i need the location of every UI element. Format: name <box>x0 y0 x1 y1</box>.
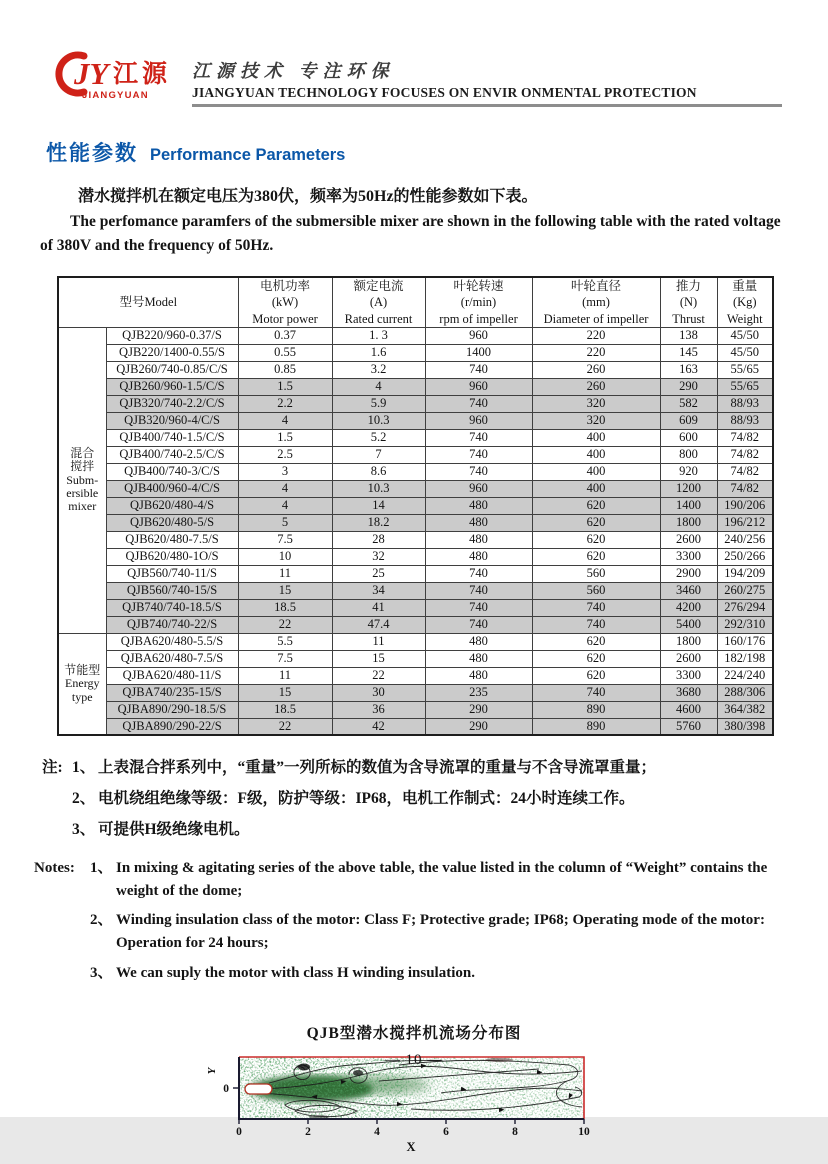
cell-weight: 88/93 <box>717 412 773 429</box>
tagline-chinese: 江源技术 专注环保 <box>192 61 395 81</box>
cell-power: 2.2 <box>238 395 332 412</box>
cell-thrust: 800 <box>660 446 717 463</box>
cell-model: QJB320/960-4/C/S <box>106 412 238 429</box>
cell-speed: 740 <box>425 395 532 412</box>
cell-thrust: 3300 <box>660 548 717 565</box>
cell-thrust: 138 <box>660 327 717 344</box>
cell-power: 18.5 <box>238 701 332 718</box>
table-row <box>58 616 773 633</box>
cell-speed: 480 <box>425 514 532 531</box>
table-row <box>58 514 773 531</box>
cell-weight: 276/294 <box>717 599 773 616</box>
cell-thrust: 145 <box>660 344 717 361</box>
cell-weight: 74/82 <box>717 429 773 446</box>
cell-power: 4 <box>238 480 332 497</box>
row-group-label: 混合 搅拌 Subm- ersible mixer <box>58 327 106 633</box>
cell-current: 1.6 <box>332 344 425 361</box>
cell-weight: 194/209 <box>717 565 773 582</box>
cell-current: 11 <box>332 633 425 650</box>
cell-thrust: 1400 <box>660 497 717 514</box>
cell-current: 8.6 <box>332 463 425 480</box>
cell-model: QJBA620/480-11/S <box>106 667 238 684</box>
cell-model: QJB400/740-2.5/C/S <box>106 446 238 463</box>
cell-weight: 45/50 <box>717 344 773 361</box>
cell-thrust: 920 <box>660 463 717 480</box>
cell-weight: 55/65 <box>717 361 773 378</box>
cell-current: 4 <box>332 378 425 395</box>
cell-weight: 288/306 <box>717 684 773 701</box>
col-header-speed: 叶轮转速 (r/min) rpm of impeller <box>425 277 532 327</box>
col-header-thrust: 推力 (N) Thrust <box>660 277 717 327</box>
cell-weight: 74/82 <box>717 480 773 497</box>
cell-current: 47.4 <box>332 616 425 633</box>
cell-power: 1.5 <box>238 429 332 446</box>
cell-power: 7.5 <box>238 650 332 667</box>
cell-speed: 960 <box>425 378 532 395</box>
table-row <box>58 361 773 378</box>
cell-diameter: 560 <box>532 565 660 582</box>
table-row <box>58 429 773 446</box>
cell-diameter: 260 <box>532 378 660 395</box>
cell-diameter: 400 <box>532 463 660 480</box>
cell-model: QJB400/740-3/C/S <box>106 463 238 480</box>
cell-diameter: 890 <box>532 701 660 718</box>
cell-thrust: 2900 <box>660 565 717 582</box>
cell-diameter: 320 <box>532 395 660 412</box>
cell-power: 1.5 <box>238 378 332 395</box>
cell-speed: 480 <box>425 497 532 514</box>
table-row <box>58 633 773 650</box>
table-row <box>58 327 773 344</box>
cell-speed: 960 <box>425 327 532 344</box>
cell-weight: 380/398 <box>717 718 773 735</box>
cell-thrust: 163 <box>660 361 717 378</box>
tagline-english: JIANGYUAN TECHNOLOGY FOCUSES ON ENVIR ONMENTAL PROTECTION <box>192 85 697 100</box>
x-axis-label: X <box>406 1139 416 1154</box>
table-row <box>58 667 773 684</box>
cell-power: 15 <box>238 582 332 599</box>
table-row <box>58 446 773 463</box>
table-row <box>58 650 773 667</box>
cell-model: QJB260/960-1.5/C/S <box>106 378 238 395</box>
cell-speed: 235 <box>425 684 532 701</box>
table-row <box>58 548 773 565</box>
cell-power: 10 <box>238 548 332 565</box>
cell-model: QJBA740/235-15/S <box>106 684 238 701</box>
cell-diameter: 890 <box>532 718 660 735</box>
figure-title: QJB型潜水搅拌机流场分布图 <box>306 1024 522 1042</box>
cell-power: 18.5 <box>238 599 332 616</box>
cell-current: 34 <box>332 582 425 599</box>
col-header-weight: 重量 (Kg) Weight <box>717 277 773 327</box>
cell-weight: 240/256 <box>717 531 773 548</box>
col-header-model: 型号Model <box>58 277 238 327</box>
svg-text:6: 6 <box>443 1125 449 1138</box>
cell-power: 5 <box>238 514 332 531</box>
cell-diameter: 620 <box>532 497 660 514</box>
cell-thrust: 1800 <box>660 514 717 531</box>
cell-current: 3.2 <box>332 361 425 378</box>
cell-thrust: 5760 <box>660 718 717 735</box>
cell-weight: 292/310 <box>717 616 773 633</box>
jiangyuan-logo-icon <box>50 46 178 102</box>
cell-weight: 182/198 <box>717 650 773 667</box>
cell-model: QJB220/960-0.37/S <box>106 327 238 344</box>
cell-speed: 480 <box>425 531 532 548</box>
cell-weight: 224/240 <box>717 667 773 684</box>
cell-current: 10.3 <box>332 480 425 497</box>
cell-power: 22 <box>238 616 332 633</box>
cell-power: 22 <box>238 718 332 735</box>
cell-current: 7 <box>332 446 425 463</box>
section-title-english: Performance Parameters <box>150 146 346 164</box>
cell-model: QJB400/960-4/C/S <box>106 480 238 497</box>
svg-text:4: 4 <box>374 1125 380 1138</box>
x-tick-labels <box>236 1126 590 1138</box>
cell-diameter: 220 <box>532 344 660 361</box>
cell-current: 28 <box>332 531 425 548</box>
cell-weight: 160/176 <box>717 633 773 650</box>
cell-diameter: 620 <box>532 548 660 565</box>
cell-diameter: 620 <box>532 667 660 684</box>
cell-power: 4 <box>238 497 332 514</box>
note-cn-2: 2、 电机绕组绝缘等级：F级，防护等级：IP68，电机工作制式：24小时连续工作。 <box>72 790 635 808</box>
table-row <box>58 395 773 412</box>
table-row <box>58 718 773 735</box>
cell-current: 32 <box>332 548 425 565</box>
header-taglines <box>192 57 782 107</box>
note-en-2: 2、 Winding insulation class of the motor: Class F; Protective grade; IP68; Operating mode of the motor: Operation for 24 hours; <box>90 912 765 952</box>
cell-model: QJB260/740-0.85/C/S <box>106 361 238 378</box>
intro-paragraph-english: The perfomance paramfers of the submersible mixer are shown in the following table with the rated voltage of 380V and the frequency of 50Hz. <box>40 213 781 255</box>
cell-thrust: 582 <box>660 395 717 412</box>
note-en-3: 3、 We can suply the motor with class H winding insulation. <box>90 964 475 981</box>
table-header-row <box>58 277 773 327</box>
cell-current: 18.2 <box>332 514 425 531</box>
cell-weight: 45/50 <box>717 327 773 344</box>
table-body <box>58 327 773 735</box>
cell-speed: 960 <box>425 412 532 429</box>
note-cn-1: 注: 1、 上表混合拌系列中，“重量”一列所标的数值为含导流罩的重量与不含导流罩重量； <box>42 759 657 777</box>
cell-diameter: 620 <box>532 514 660 531</box>
table-row <box>58 497 773 514</box>
cell-thrust: 3680 <box>660 684 717 701</box>
cell-power: 0.55 <box>238 344 332 361</box>
cell-power: 11 <box>238 667 332 684</box>
cell-model: QJBA620/480-5.5/S <box>106 633 238 650</box>
cell-current: 36 <box>332 701 425 718</box>
cell-weight: 250/266 <box>717 548 773 565</box>
cell-diameter: 740 <box>532 599 660 616</box>
cell-thrust: 1200 <box>660 480 717 497</box>
cell-power: 0.85 <box>238 361 332 378</box>
notes-english <box>34 857 792 985</box>
cell-model: QJB320/740-2.2/C/S <box>106 395 238 412</box>
cell-speed: 480 <box>425 548 532 565</box>
cell-speed: 740 <box>425 463 532 480</box>
cell-current: 15 <box>332 650 425 667</box>
cell-speed: 740 <box>425 361 532 378</box>
cell-speed: 740 <box>425 429 532 446</box>
y-axis-label: Y <box>206 1067 218 1075</box>
cell-current: 41 <box>332 599 425 616</box>
cell-model: QJB740/740-18.5/S <box>106 599 238 616</box>
cell-thrust: 4600 <box>660 701 717 718</box>
cell-current: 5.9 <box>332 395 425 412</box>
cell-model: QJBA620/480-7.5/S <box>106 650 238 667</box>
cell-speed: 480 <box>425 633 532 650</box>
cell-thrust: 600 <box>660 429 717 446</box>
col-header-current: 额定电流 (A) Rated current <box>332 277 425 327</box>
cell-speed: 1400 <box>425 344 532 361</box>
cell-weight: 364/382 <box>717 701 773 718</box>
cell-current: 10.3 <box>332 412 425 429</box>
cell-model: QJB620/480-7.5/S <box>106 531 238 548</box>
cell-current: 25 <box>332 565 425 582</box>
cell-thrust: 1800 <box>660 633 717 650</box>
cell-model: QJB620/480-1O/S <box>106 548 238 565</box>
table-row <box>58 582 773 599</box>
company-logo <box>50 46 178 107</box>
table-row <box>58 480 773 497</box>
cell-current: 14 <box>332 497 425 514</box>
table-row <box>58 565 773 582</box>
cell-speed: 290 <box>425 701 532 718</box>
cell-power: 3 <box>238 463 332 480</box>
col-header-power: 电机功率 (kW) Motor power <box>238 277 332 327</box>
cell-diameter: 400 <box>532 446 660 463</box>
cell-diameter: 320 <box>532 412 660 429</box>
svg-text:0: 0 <box>236 1125 242 1138</box>
cell-diameter: 620 <box>532 650 660 667</box>
cell-thrust: 5400 <box>660 616 717 633</box>
cell-speed: 740 <box>425 446 532 463</box>
cell-current: 22 <box>332 667 425 684</box>
cell-diameter: 400 <box>532 429 660 446</box>
cell-model: QJBA890/290-18.5/S <box>106 701 238 718</box>
table-row <box>58 701 773 718</box>
cell-diameter: 260 <box>532 361 660 378</box>
cell-speed: 290 <box>425 718 532 735</box>
cell-power: 11 <box>238 565 332 582</box>
mixer-body-icon <box>245 1084 272 1094</box>
cell-current: 1. 3 <box>332 327 425 344</box>
header-divider <box>192 104 782 107</box>
cell-weight: 190/206 <box>717 497 773 514</box>
cell-diameter: 560 <box>532 582 660 599</box>
cell-model: QJB560/740-11/S <box>106 565 238 582</box>
cell-model: QJB560/740-15/S <box>106 582 238 599</box>
cell-model: QJB620/480-5/S <box>106 514 238 531</box>
cell-weight: 74/82 <box>717 446 773 463</box>
flow-field-figure <box>199 1021 629 1164</box>
svg-text:10: 10 <box>578 1125 590 1138</box>
svg-text:JY: JY <box>74 56 109 91</box>
page-number: — 10 — <box>384 1052 444 1068</box>
y-zero-label: 0 <box>223 1082 229 1095</box>
cell-current: 42 <box>332 718 425 735</box>
cell-thrust: 290 <box>660 378 717 395</box>
cell-weight: 55/65 <box>717 378 773 395</box>
cell-diameter: 400 <box>532 480 660 497</box>
cell-model: QJBA890/290-22/S <box>106 718 238 735</box>
cell-speed: 740 <box>425 599 532 616</box>
cell-thrust: 2600 <box>660 531 717 548</box>
cell-thrust: 2600 <box>660 650 717 667</box>
svg-text:8: 8 <box>512 1125 518 1138</box>
table-row <box>58 344 773 361</box>
page-header <box>0 0 828 107</box>
cell-thrust: 609 <box>660 412 717 429</box>
cell-model: QJB220/1400-0.55/S <box>106 344 238 361</box>
cell-thrust: 3460 <box>660 582 717 599</box>
table-row <box>58 531 773 548</box>
notes-chinese <box>42 756 788 842</box>
table-row <box>58 684 773 701</box>
cell-power: 5.5 <box>238 633 332 650</box>
table-row <box>58 412 773 429</box>
cell-current: 5.2 <box>332 429 425 446</box>
table-row <box>58 599 773 616</box>
section-title-chinese: 性能参数 <box>46 142 138 165</box>
cell-weight: 74/82 <box>717 463 773 480</box>
cell-diameter: 620 <box>532 633 660 650</box>
note-en-1: Notes: 1、 In mixing & agitating series of the above table, the value listed in the column of “Weight” contains the weight of the dome; <box>34 859 768 899</box>
cell-speed: 480 <box>425 650 532 667</box>
cell-model: QJB400/740-1.5/C/S <box>106 429 238 446</box>
cell-power: 0.37 <box>238 327 332 344</box>
cell-speed: 960 <box>425 480 532 497</box>
cell-power: 2.5 <box>238 446 332 463</box>
intro-paragraph-chinese: 潜水搅拌机在额定电压为380伏，频率为50Hz的性能参数如下表。 <box>78 188 538 205</box>
cell-weight: 88/93 <box>717 395 773 412</box>
svg-text:2: 2 <box>305 1125 311 1138</box>
cell-diameter: 740 <box>532 684 660 701</box>
cell-current: 30 <box>332 684 425 701</box>
performance-table <box>57 276 774 736</box>
cell-diameter: 620 <box>532 531 660 548</box>
cell-speed: 740 <box>425 565 532 582</box>
cell-power: 7.5 <box>238 531 332 548</box>
cell-power: 4 <box>238 412 332 429</box>
cell-model: QJB740/740-22/S <box>106 616 238 633</box>
cell-diameter: 740 <box>532 616 660 633</box>
row-group-label: 节能型 Energy type <box>58 633 106 735</box>
cell-speed: 740 <box>425 582 532 599</box>
table-row <box>58 463 773 480</box>
cell-speed: 740 <box>425 616 532 633</box>
cell-thrust: 4200 <box>660 599 717 616</box>
cell-thrust: 3300 <box>660 667 717 684</box>
cell-power: 15 <box>238 684 332 701</box>
table-row <box>58 378 773 395</box>
cell-weight: 196/212 <box>717 514 773 531</box>
svg-text:JIANGYUAN: JIANGYUAN <box>82 90 149 101</box>
cell-speed: 480 <box>425 667 532 684</box>
cell-weight: 260/275 <box>717 582 773 599</box>
cell-diameter: 220 <box>532 327 660 344</box>
col-header-diameter: 叶轮直径 (mm) Diameter of impeller <box>532 277 660 327</box>
section-heading <box>46 137 828 167</box>
note-cn-3: 3、 可提供H级绝缘电机。 <box>72 820 250 838</box>
cell-model: QJB620/480-4/S <box>106 497 238 514</box>
svg-text:江源: 江源 <box>113 61 172 88</box>
